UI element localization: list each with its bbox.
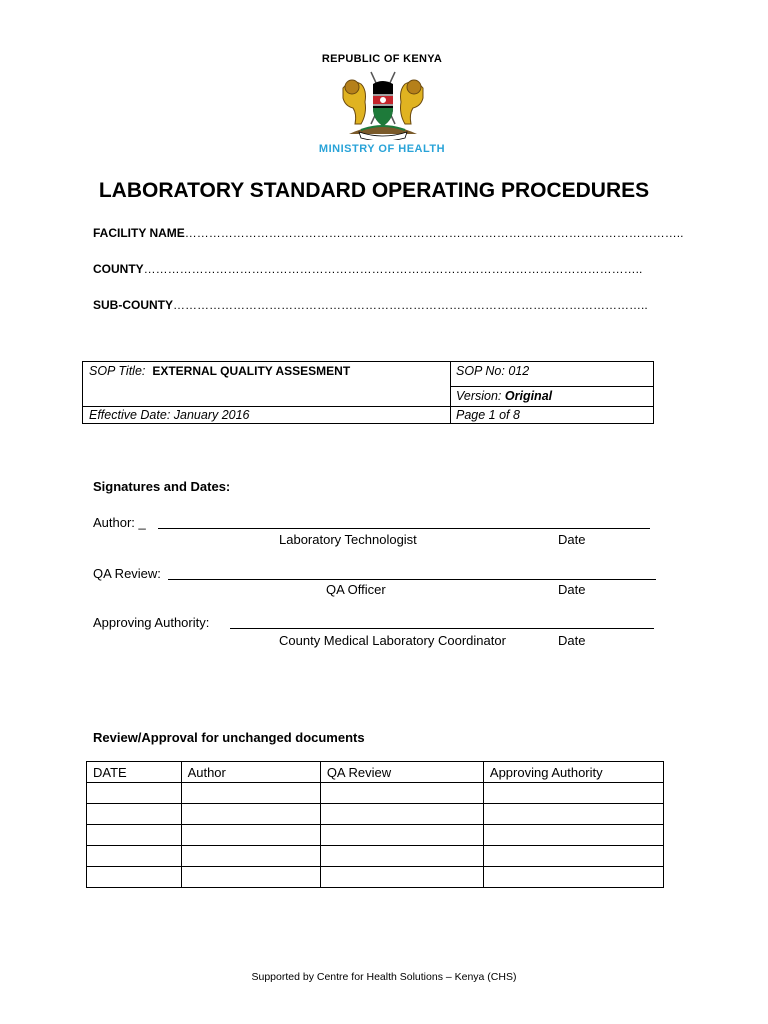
table-cell[interactable]: [181, 804, 320, 825]
column-header-approving-authority: Approving Authority: [483, 762, 663, 783]
sop-title-cell: [89, 364, 350, 378]
table-cell[interactable]: [87, 783, 182, 804]
table-row: [87, 804, 664, 825]
facility-name-label: FACILITY NAME: [93, 226, 185, 240]
sop-page-number: Page 1 of 8: [456, 408, 520, 422]
table-row: [87, 783, 664, 804]
table-cell[interactable]: [320, 846, 483, 867]
sop-info-table: [82, 361, 654, 424]
sop-table-divider: [450, 362, 451, 423]
approving-role: County Medical Laboratory Coordinator: [279, 633, 506, 648]
footer-text: Supported by Centre for Health Solutions – Kenya (CHS): [251, 971, 517, 983]
sub-county-blank: ………………………………………………………………………………………………………..: [173, 298, 648, 312]
table-cell[interactable]: [320, 825, 483, 846]
review-approval-table: [86, 761, 664, 888]
table-row: [87, 846, 664, 867]
author-label: Author: _: [93, 515, 146, 530]
republic-heading: REPUBLIC OF KENYA: [321, 53, 443, 65]
table-cell[interactable]: [483, 825, 663, 846]
sop-number: SOP No: 012: [456, 364, 530, 378]
approving-date-label: Date: [558, 633, 586, 648]
column-header-date: DATE: [87, 762, 182, 783]
author-signature-line[interactable]: [158, 528, 650, 529]
table-cell[interactable]: [87, 846, 182, 867]
sub-county-label: SUB-COUNTY: [93, 298, 173, 312]
approving-authority-label: Approving Authority:: [93, 615, 210, 630]
review-heading: Review/Approval for unchanged documents: [93, 730, 365, 745]
table-cell[interactable]: [320, 804, 483, 825]
approving-signature-line[interactable]: [230, 628, 654, 629]
column-header-qa-review: QA Review: [320, 762, 483, 783]
sop-version-value: Original: [504, 389, 553, 403]
county-label: COUNTY: [93, 262, 144, 276]
qa-role: QA Officer: [326, 582, 386, 597]
qa-date-label: Date: [558, 582, 586, 597]
table-cell[interactable]: [181, 846, 320, 867]
table-cell[interactable]: [483, 846, 663, 867]
sop-table-divider: [450, 386, 653, 387]
county-field: [93, 262, 642, 276]
document-title: LABORATORY STANDARD OPERATING PROCEDURES: [98, 179, 650, 202]
table-cell[interactable]: [483, 783, 663, 804]
sop-version-label: Version:: [456, 389, 502, 403]
table-header-row: [87, 762, 664, 783]
table-cell[interactable]: [483, 804, 663, 825]
qa-review-label: QA Review:: [93, 566, 161, 581]
qa-signature-line[interactable]: [168, 579, 656, 580]
table-cell[interactable]: [320, 867, 483, 888]
table-cell[interactable]: [320, 783, 483, 804]
table-cell[interactable]: [483, 867, 663, 888]
sop-table-divider: [83, 406, 653, 407]
author-date-label: Date: [558, 532, 586, 547]
table-row: [87, 825, 664, 846]
sop-title-value: EXTERNAL QUALITY ASSESMENT: [152, 364, 351, 378]
facility-name-field: [93, 226, 683, 240]
table-cell[interactable]: [181, 783, 320, 804]
column-header-author: Author: [181, 762, 320, 783]
facility-name-blank: ……………………………………………………………………………………………………………..: [184, 226, 684, 240]
ministry-heading: MINISTRY OF HEALTH: [318, 143, 446, 155]
sop-effective-date: Effective Date: January 2016: [89, 408, 250, 422]
author-role: Laboratory Technologist: [279, 532, 417, 547]
sub-county-field: [93, 298, 648, 312]
sop-version-cell: [456, 389, 552, 403]
sop-title-label: SOP Title:: [89, 364, 146, 378]
table-cell[interactable]: [87, 867, 182, 888]
table-cell[interactable]: [181, 825, 320, 846]
table-cell[interactable]: [87, 825, 182, 846]
kenya-coat-of-arms-icon: [333, 68, 433, 140]
county-blank: ……………………………………………………………………………………………………………..: [143, 262, 643, 276]
table-row: [87, 867, 664, 888]
signatures-heading: Signatures and Dates:: [93, 479, 231, 494]
table-cell[interactable]: [181, 867, 320, 888]
table-cell[interactable]: [87, 804, 182, 825]
